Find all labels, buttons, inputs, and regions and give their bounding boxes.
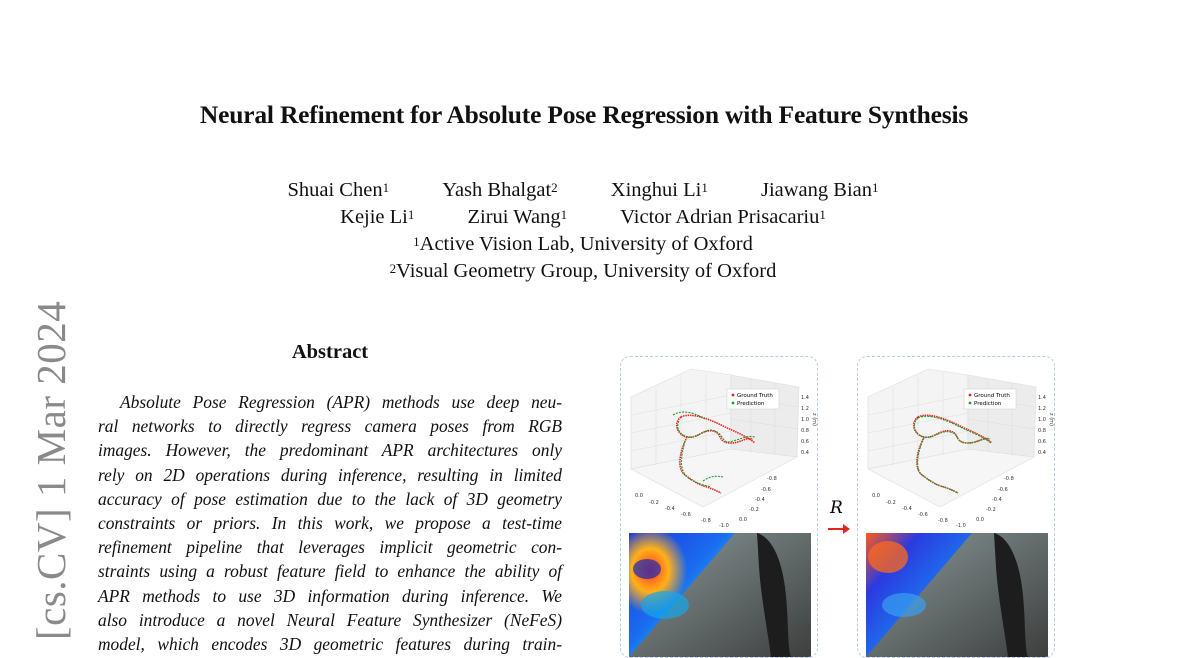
author: Zirui Wang$^1$ xyxy=(467,206,568,228)
svg-text:-0.4: -0.4 xyxy=(992,497,1002,503)
svg-text:0.0: 0.0 xyxy=(872,493,880,499)
svg-text:0.0: 0.0 xyxy=(739,517,747,523)
svg-text:0.6: 0.6 xyxy=(1038,439,1046,445)
abstract-line: straints using a robust feature field to enhance the ability of xyxy=(98,561,562,582)
authors-row-1 xyxy=(0,177,1166,204)
figure-panel-after xyxy=(857,356,1055,658)
author: Kejie Li$^1$ xyxy=(340,206,415,228)
svg-text:-0.4: -0.4 xyxy=(755,497,765,503)
abstract-body xyxy=(98,390,562,656)
svg-text:-0.4: -0.4 xyxy=(665,506,675,512)
svg-text:1.0: 1.0 xyxy=(1038,417,1046,423)
legend xyxy=(727,389,779,409)
abstract-line: ral networks to directly regress camera poses from RGB xyxy=(98,416,562,437)
svg-text:Ground Truth: Ground Truth xyxy=(974,393,1010,399)
refinement-operator xyxy=(826,500,852,540)
legend xyxy=(964,389,1016,409)
svg-text:0.4: 0.4 xyxy=(801,450,809,456)
paper-title: Neural Refinement for Absolute Pose Regression with Feature Synthesis xyxy=(199,100,969,129)
figure-panel-before xyxy=(620,356,818,658)
svg-text:1.0: 1.0 xyxy=(801,417,809,423)
abstract-line: images. However, the predominant APR architectures only xyxy=(98,440,562,461)
svg-text:1.2: 1.2 xyxy=(1038,406,1046,412)
figure-before-graphic xyxy=(621,357,817,657)
abstract-line: also introduce a novel Neural Feature Synthesizer (NeFeS) xyxy=(98,609,562,630)
svg-text:-1.0: -1.0 xyxy=(719,523,729,529)
author-block xyxy=(0,177,1166,285)
arxiv-stamp: [cs.CV] 1 Mar 2024 xyxy=(28,300,74,640)
svg-text:Ground Truth: Ground Truth xyxy=(737,393,773,399)
abstract-line: Absolute Pose Regression (APR) methods use deep neu- xyxy=(120,392,562,412)
svg-text:-0.2: -0.2 xyxy=(649,500,659,506)
abstract-line: APR methods to use 3D information during inference. We xyxy=(98,585,562,606)
author: Jiawang Bian$^1$ xyxy=(760,179,879,201)
svg-text:-0.2: -0.2 xyxy=(886,500,896,506)
trajectory-plot-3d xyxy=(868,369,1054,529)
feature-heatmap-image xyxy=(866,533,1048,657)
svg-text:Prediction: Prediction xyxy=(974,401,1002,407)
abstract-line: model, which encodes 3D geometric features during train- xyxy=(98,634,562,655)
trajectory-plot-3d xyxy=(631,369,817,529)
abstract-line: constraints or priors. In this work, we propose a test-time xyxy=(98,513,562,534)
svg-text:-0.8: -0.8 xyxy=(938,518,948,524)
figure-after-graphic xyxy=(858,357,1054,657)
svg-text:-0.4: -0.4 xyxy=(902,506,912,512)
svg-text:-0.6: -0.6 xyxy=(761,487,771,493)
svg-text:-0.8: -0.8 xyxy=(1004,476,1014,482)
abstract-heading: Abstract xyxy=(291,341,369,363)
author: Xinghui Li$^1$ xyxy=(610,179,708,201)
svg-text:-0.8: -0.8 xyxy=(767,476,777,482)
svg-text:-0.6: -0.6 xyxy=(998,487,1008,493)
svg-text:-0.6: -0.6 xyxy=(681,512,691,518)
svg-text:-1.0: -1.0 xyxy=(956,523,966,529)
svg-text:-0.8: -0.8 xyxy=(701,518,711,524)
svg-text:-0.2: -0.2 xyxy=(749,507,759,513)
svg-text:0.6: 0.6 xyxy=(801,439,809,445)
svg-text:1.4: 1.4 xyxy=(1038,395,1046,401)
arrow-right-icon xyxy=(826,500,852,540)
affiliation: $^2$Visual Geometry Group, University of Oxford xyxy=(389,260,777,282)
svg-text:1.4: 1.4 xyxy=(801,395,809,401)
abstract-line: refinement pipeline that leverages implicit geometric con- xyxy=(98,537,562,558)
author: Victor Adrian Prisacariu$^1$ xyxy=(620,206,826,228)
svg-text:0.8: 0.8 xyxy=(801,428,809,434)
operator-label: R xyxy=(830,498,843,518)
svg-text:Prediction: Prediction xyxy=(737,401,765,407)
abstract-line: accuracy of pose estimation due to the lack of 3D geometry xyxy=(98,488,562,509)
author: Shuai Chen$^1$ xyxy=(287,179,390,201)
svg-text:0.0: 0.0 xyxy=(976,517,984,523)
svg-text:z (m): z (m) xyxy=(1048,413,1054,426)
author: Yash Bhalgat$^2$ xyxy=(442,179,558,201)
abstract-line: rely on 2D operations during inference, resulting in limited xyxy=(98,464,562,485)
feature-heatmap-image xyxy=(629,533,811,657)
svg-text:0.4: 0.4 xyxy=(1038,450,1046,456)
affiliation: $^1$Active Vision Lab, University of Oxford xyxy=(413,233,753,255)
svg-text:-0.2: -0.2 xyxy=(986,507,996,513)
svg-text:0.8: 0.8 xyxy=(1038,428,1046,434)
authors-row-2 xyxy=(0,204,1166,231)
svg-text:z (m): z (m) xyxy=(811,413,817,426)
svg-text:0.0: 0.0 xyxy=(635,493,643,499)
svg-text:1.2: 1.2 xyxy=(801,406,809,412)
svg-text:-0.6: -0.6 xyxy=(918,512,928,518)
